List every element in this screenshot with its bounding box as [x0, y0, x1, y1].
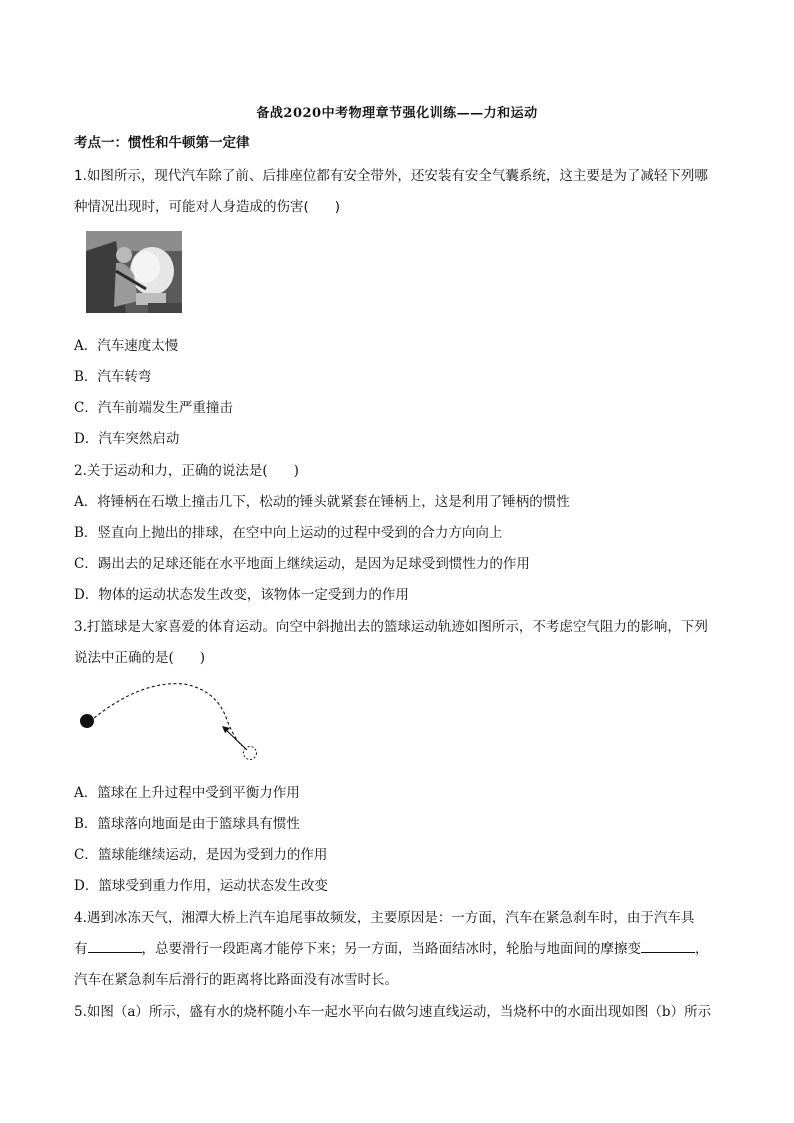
- q3-option-b: B．篮球落向地面是由于篮球具有惯性: [74, 816, 300, 832]
- q1-option-c: C．汽车前端发生严重撞击: [74, 400, 233, 416]
- q1-option-a: A．汽车速度太慢: [74, 338, 179, 354]
- q3-stem-text: 说法中正确的是(: [74, 650, 174, 666]
- q1-option-b: B．汽车转弯: [74, 369, 152, 385]
- basketball-trajectory-diagram: [72, 670, 272, 770]
- q3-option-c: C．篮球能继续运动，是因为受到力的作用: [74, 847, 328, 863]
- q4-stem-line1: 4.遇到冰冻天气，湘潭大桥上汽车追尾事故频发，主要原因是：一方面，汽车在紧急刹车时，由于汽车具: [74, 910, 695, 926]
- q1-stem-line1: 1.如图所示，现代汽车除了前、后排座位都有安全带外，还安装有安全气囊系统，这主要是为了减轻下列哪: [74, 168, 708, 184]
- q3-option-a: A．篮球在上升过程中受到平衡力作用: [74, 785, 300, 801]
- q1-option-d: D．汽车突然启动: [74, 431, 180, 447]
- q4-stem-line2: [74, 937, 724, 957]
- q4-text-c: ，: [695, 941, 709, 957]
- q2-option-a: A．将锤柄在石墩上撞击几下，松动的锤头就紧套在锤柄上，这是利用了锤柄的惯性: [74, 494, 570, 510]
- q3-option-d: D．篮球受到重力作用，运动状态发生改变: [74, 878, 328, 894]
- q2-stem-text: 2.关于运动和力，正确的说法是(: [74, 463, 268, 479]
- q5-stem-line1: 5.如图（a）所示，盛有水的烧杯随小车一起水平向右做匀速直线运动，当烧杯中的水面出现如图（b）所示: [74, 1004, 712, 1020]
- q3-stem-line1: 3.打篮球是大家喜爱的体育运动。向空中斜抛出去的篮球运动轨迹如图所示，不考虑空气阻力的影响，下列: [74, 619, 708, 635]
- trajectory-curve: [94, 684, 242, 746]
- q2-option-d: D．物体的运动状态发生改变，该物体一定受到力的作用: [74, 587, 409, 603]
- ball-end: [244, 747, 257, 760]
- q3-close-paren: ): [199, 650, 206, 666]
- section-heading: 考点一：惯性和牛顿第一定律: [74, 135, 250, 151]
- fill-blank-1: [88, 940, 142, 953]
- q2-stem: [74, 459, 724, 479]
- ball-start: [80, 714, 94, 728]
- q3-stem-line2: [74, 646, 724, 666]
- q1-stem-text: 种情况出现时，可能对人身造成的伤害(: [74, 199, 309, 215]
- page-title: 备战2020中考物理章节强化训练——力和运动: [256, 106, 538, 121]
- q4-text-a: 有: [74, 941, 88, 957]
- velocity-arrow-shaft: [224, 728, 247, 750]
- q1-close-paren: ): [334, 199, 341, 215]
- airbag-photo: [86, 231, 182, 313]
- q1-stem-line2: [74, 195, 724, 215]
- airbag-photo-illustration: [86, 231, 182, 313]
- q2-option-c: C．踢出去的足球还能在水平地面上继续运动，是因为足球受到惯性力的作用: [74, 556, 530, 572]
- q4-stem-line3: 汽车在紧急刹车后滑行的距离将比路面没有冰雪时长。: [74, 972, 398, 988]
- fill-blank-2: [641, 940, 695, 953]
- q2-close-paren: ): [293, 463, 299, 479]
- q2-option-b: B．竖直向上抛出的排球，在空中向上运动的过程中受到的合力方向向上: [74, 525, 503, 541]
- q4-text-b: ，总要滑行一段距离才能停下来；另一方面，当路面结冰时，轮胎与地面间的摩擦变: [141, 941, 641, 957]
